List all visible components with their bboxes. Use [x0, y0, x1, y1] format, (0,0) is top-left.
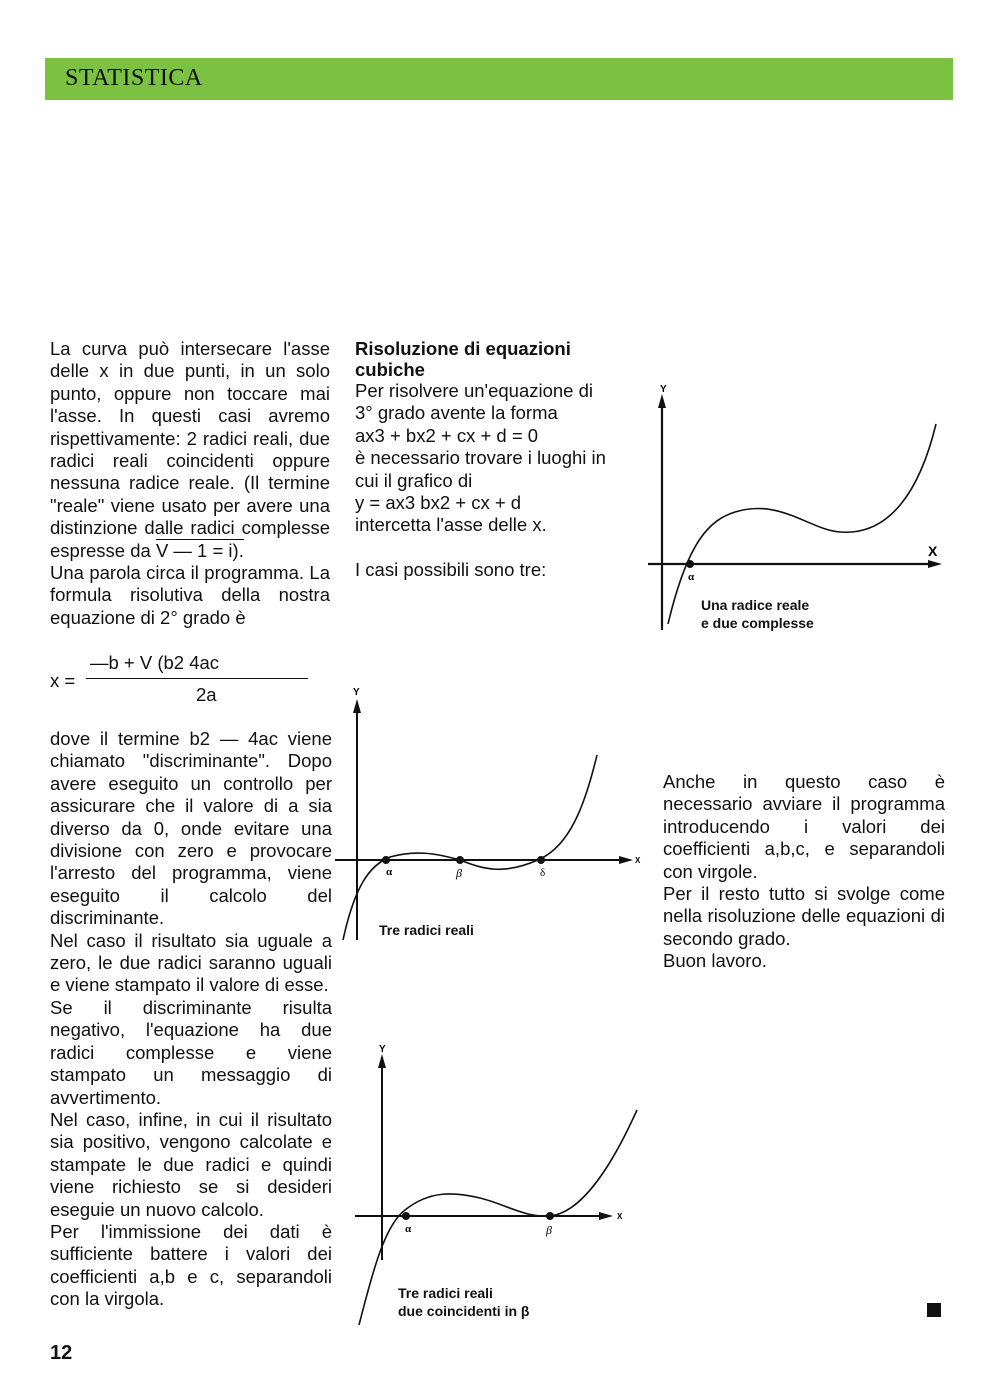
y-axis-label: Y [660, 384, 667, 395]
cubic-line-7: intercetta l'asse delle x. [355, 514, 547, 536]
formula-numerator: —b + V (b2 4ac [90, 652, 220, 673]
y-axis-arrow [658, 394, 666, 408]
x-axis-arrow [619, 856, 633, 864]
graph-double-root-caption [398, 1284, 529, 1320]
fraction-bar [86, 678, 308, 679]
left-column-bottom [50, 728, 332, 1311]
section-heading: Risoluzione di equazioni cubiche [355, 338, 571, 380]
x-axis-label: X [928, 543, 938, 559]
root-point-alpha [382, 856, 390, 864]
root-point-alpha [402, 1212, 410, 1220]
root-point-alpha [686, 560, 694, 568]
formula-denominator: 2a [196, 684, 217, 705]
paragraph-discriminant: dove il termine b2 — 4ac viene chiamato "discriminante". Dopo avere eseguito un controllo per assicurare che il valore di a sia diverso da 0, onde evitare una divisione con zero e provocare l'arresto del programma, viene eseguito il calcolo del discriminante. [50, 728, 332, 929]
cubic-line-4: è necessario trovare i luoghi in [355, 447, 606, 469]
quadratic-formula [50, 652, 260, 708]
root-point-delta [537, 856, 545, 864]
x-axis-arrow [928, 560, 942, 568]
root-label-beta: β [546, 1223, 552, 1237]
caption-line-2: e due complesse [701, 615, 814, 631]
paragraph-intro [50, 338, 330, 562]
sqrt-expression: V — 1 = i). [155, 539, 244, 561]
x-axis-label: X [635, 856, 641, 865]
paragraph-program: Una parola circa il programma. La formula risolutiva della nostra equazione di 2° grado è [50, 562, 330, 628]
root-label-delta: δ [540, 867, 546, 879]
root-point-beta [546, 1212, 554, 1220]
cubic-curve [668, 424, 936, 624]
header-band [45, 58, 953, 100]
root-label-alpha: α [688, 571, 695, 583]
root-point-beta [456, 856, 464, 864]
caption-line-2: due coincidenti in β [398, 1303, 530, 1319]
cubic-curve [343, 755, 597, 940]
graph-three-roots [335, 685, 645, 950]
cubic-equation: ax3 + bx2 + cx + d = 0 [355, 424, 539, 446]
right-column [663, 771, 945, 973]
cubic-line-5: cui il grafico di [355, 469, 473, 491]
graph-one-root-caption [701, 596, 814, 632]
middle-column [355, 338, 640, 581]
cases-intro: I casi possibili sono tre: [355, 558, 547, 580]
y-axis-label: Y [379, 1044, 386, 1055]
left-column-top [50, 338, 330, 629]
cubic-function: y = ax3 bx2 + cx + d [355, 492, 522, 514]
paragraph-zero-case: Nel caso il risultato sia uguale a zero, le due radici saranno uguali e viene stampato il valore di esse. [50, 929, 332, 996]
page-number: 12 [50, 1342, 73, 1364]
paragraph-positive-case: Nel caso, infine, in cui il risultato sia positivo, vengono calcolate e stampate le due radici e quindi viene richiesto se si desideri eseguie un nuovo calcolo. [50, 1108, 332, 1220]
cubic-line-1: Per risolvere un'equazione di [355, 380, 594, 401]
y-axis-arrow [378, 1054, 386, 1068]
x-axis-arrow [599, 1212, 613, 1220]
paragraph-negative-case: Se il discriminante risulta negativo, l'equazione ha due radici complesse e viene stampato un messaggio di avvertimento. [50, 996, 332, 1108]
x-axis-label: X [617, 1212, 623, 1221]
caption-line-1: Una radice reale [701, 597, 810, 613]
root-label-alpha: α [405, 1223, 412, 1235]
end-of-article-mark [927, 1303, 941, 1317]
caption-line-1: Tre radici reali [398, 1285, 493, 1301]
paragraph-rest: Per il resto tutto si svolge come nella risoluzione delle equazioni di secondo grado. [663, 883, 945, 949]
paragraph-start-program: Anche in questo caso è necessario avviare il programma introducendo i valori dei coefficienti a,b,c, e separandoli con virgole. [663, 771, 945, 882]
graph-three-roots-caption: Tre radici reali [379, 922, 474, 938]
formula-lhs: x = [50, 670, 76, 691]
closing-text: Buon lavoro. [663, 950, 767, 972]
root-label-beta: β [456, 866, 462, 880]
cubic-line-2: 3° grado avente la forma [355, 402, 558, 424]
paragraph-intro-text: La curva può intersecare l'asse delle x in due punti, in un solo punto, oppure non toccare mai l'asse. In questi casi avremo rispettivamente: 2 radici reali, due radici reali coincidenti oppure nessuna radice reale. (Il termine "reale" viene usato per avere una distinzione dalle radici complesse espresse da [50, 338, 330, 561]
graph-one-root [640, 380, 950, 640]
section-title: STATISTICA [65, 65, 203, 91]
graph-double-root [355, 1040, 645, 1330]
paragraph-input: Per l'immissione dei dati è sufficiente battere i valori dei coefficienti a,b e c, separandoli con la virgola. [50, 1220, 332, 1310]
y-axis-arrow [353, 699, 361, 713]
root-label-alpha: α [386, 866, 393, 878]
y-axis-label: Y [353, 687, 360, 698]
